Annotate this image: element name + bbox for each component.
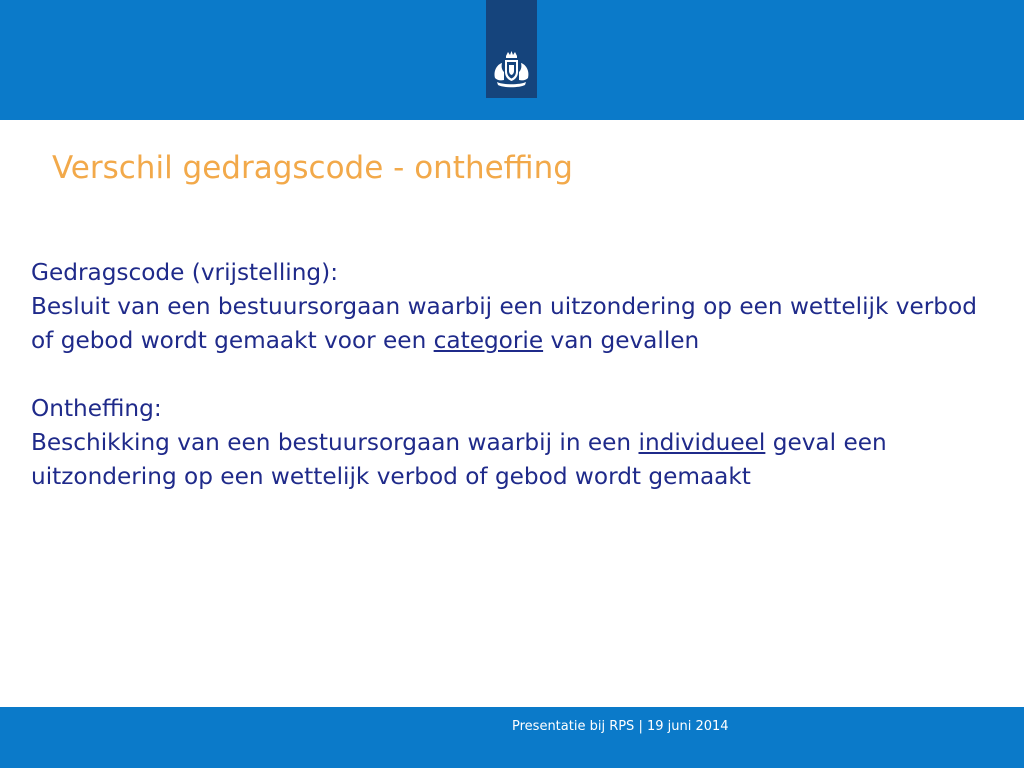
definition-ontheffing	[31, 426, 991, 494]
definition-text: van gevallen	[543, 327, 700, 354]
paragraph-spacer	[31, 358, 991, 392]
government-logo	[486, 0, 537, 98]
definition-gedragscode	[31, 290, 991, 358]
emphasis-individueel: individueel	[638, 429, 766, 456]
header-bar	[0, 0, 1024, 120]
slide-body	[31, 256, 991, 494]
slide-title: Verschil gedragscode - ontheffing	[52, 150, 573, 186]
coat-of-arms-icon	[489, 50, 534, 90]
section-heading-gedragscode: Gedragscode (vrijstelling):	[31, 259, 339, 286]
section-heading-ontheffing: Ontheffing:	[31, 395, 162, 422]
footer-text: Presentatie bij RPS | 19 juni 2014	[512, 719, 729, 734]
emphasis-categorie: categorie	[433, 327, 544, 354]
definition-text: geval een uitzondering op een wettelijk verbod of gebod wordt gemaakt	[31, 429, 887, 490]
definition-text: Beschikking van een bestuursorgaan waarbij in een	[31, 429, 639, 456]
definition-text: Besluit van een bestuursorgaan waarbij een uitzondering op een wettelijk verbod of gebod wordt gemaakt voor een	[31, 293, 977, 354]
footer-bar	[0, 707, 1024, 768]
